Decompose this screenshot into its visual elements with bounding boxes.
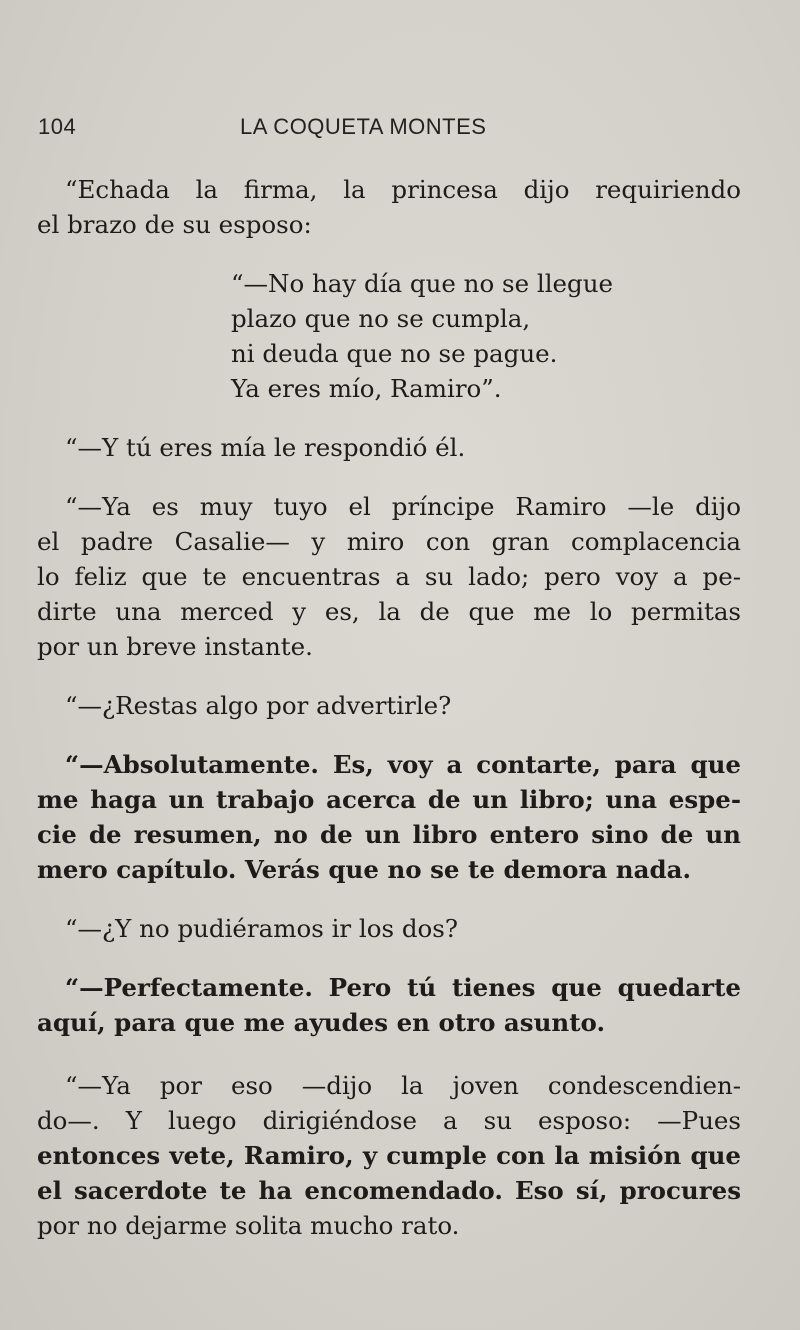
paragraph	[37, 1068, 741, 1243]
running-title: LA COQUETA MONTES	[240, 114, 487, 139]
paragraph	[37, 688, 741, 723]
verse-line: Ya eres mío, Ramiro”.	[231, 374, 502, 403]
text-line: me haga un trabajo acerca de un libro; una espe-	[37, 785, 741, 814]
text-line: do—. Y luego dirigiéndose a su esposo: —Pues	[37, 1106, 741, 1135]
paragraph	[37, 970, 741, 1040]
text-line: por no dejarme solita mucho rato.	[37, 1211, 460, 1240]
text-line: “Echada la firma, la princesa dijo requiriendo	[65, 175, 741, 204]
verse-line: ni deuda que no se pague.	[231, 339, 558, 368]
text-line: “—Y tú eres mía le respondió él.	[65, 433, 466, 462]
text-line: el padre Casalie— y miro con gran complacencia	[37, 527, 741, 556]
paragraph	[37, 172, 741, 242]
text-line: entonces vete, Ramiro, y cumple con la misión que	[37, 1141, 741, 1170]
text-line: el sacerdote te ha encomendado. Eso sí, procures	[37, 1176, 741, 1205]
text-line: aquí, para que me ayudes en otro asunto.	[37, 1008, 605, 1037]
verse-line: plazo que no se cumpla,	[231, 304, 531, 333]
page-header	[38, 114, 738, 150]
text-line: cie de resumen, no de un libro entero sino de un	[37, 820, 741, 849]
text-line: dirte una merced y es, la de que me lo permitas	[37, 597, 741, 626]
paragraph	[37, 489, 741, 664]
text-line: lo feliz que te encuentras a su lado; pero voy a pe-	[37, 562, 741, 591]
paragraph	[37, 430, 741, 465]
text-line: “—Ya es muy tuyo el príncipe Ramiro —le dijo	[65, 492, 741, 521]
text-line: “—Perfectamente. Pero tú tienes que quedarte	[65, 973, 741, 1002]
text-line: mero capítulo. Verás que no se te demora nada.	[37, 855, 691, 884]
text-line: el brazo de su esposo:	[37, 210, 312, 239]
text-line: “—Absolutamente. Es, voy a contarte, para que	[65, 750, 741, 779]
verse-line: “—No hay día que no se llegue	[231, 269, 613, 298]
paragraph	[37, 911, 741, 946]
text-line: “—¿Y no pudiéramos ir los dos?	[65, 914, 459, 943]
paragraph	[37, 747, 741, 887]
page-number: 104	[38, 114, 77, 139]
text-line: “—Ya por eso —dijo la joven condescendien-	[65, 1071, 741, 1100]
body-text	[37, 172, 741, 1243]
text-line: por un breve instante.	[37, 632, 313, 661]
verse-block	[37, 266, 741, 406]
text-line: “—¿Restas algo por advertirle?	[65, 691, 452, 720]
